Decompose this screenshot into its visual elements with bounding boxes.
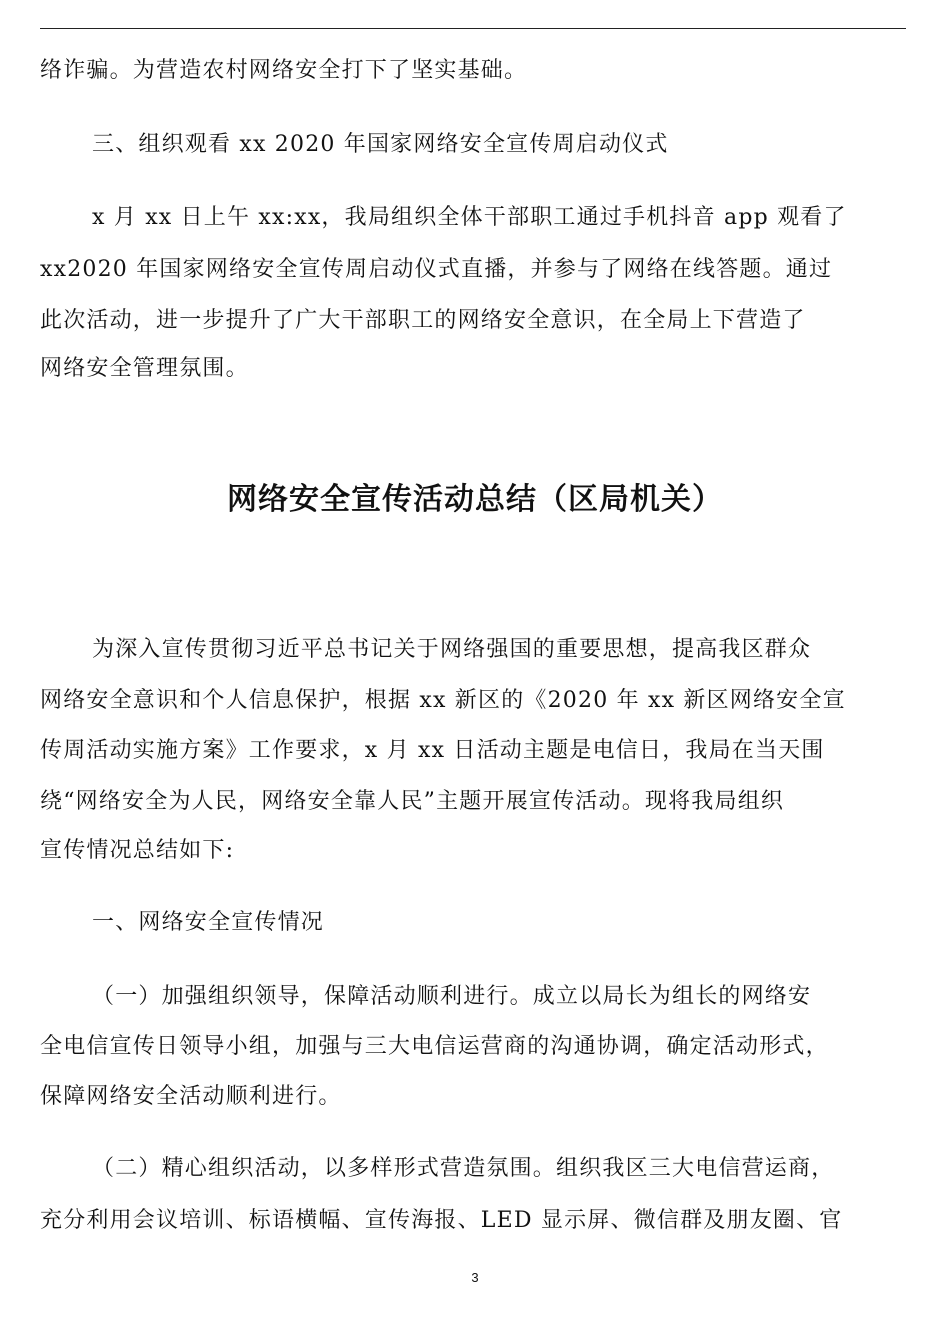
header-rule (40, 28, 906, 29)
paragraph-line: 网络安全意识和个人信息保护，根据 xx 新区的《2020 年 xx 新区网络安全宣 (40, 688, 846, 713)
section-heading-3: 三、组织观看 xx 2020 年国家网络安全宣传周启动仪式 (92, 132, 669, 157)
paragraph-line: 绕“网络安全为人民，网络安全靠人民”主题开展宣传活动。现将我局组织 (40, 789, 785, 814)
page-number: 3 (471, 1270, 479, 1285)
paragraph-line: 此次活动，进一步提升了广大干部职工的网络安全意识，在全局上下营造了 (40, 308, 806, 333)
section-heading-1: 一、网络安全宣传情况 (92, 910, 325, 935)
paragraph-line: 全电信宣传日领导小组，加强与三大电信运营商的沟通协调，确定活动形式， (40, 1034, 829, 1059)
continuation-line: 络诈骗。为营造农村网络安全打下了坚实基础。 (40, 58, 528, 83)
paragraph-line: x 月 xx 日上午 xx:xx，我局组织全体干部职工通过手机抖音 app 观看了 (92, 205, 847, 230)
paragraph-line: 充分利用会议培训、标语横幅、宣传海报、LED 显示屏、微信群及朋友圈、官 (40, 1208, 843, 1233)
paragraph-line: 保障网络安全活动顺利进行。 (40, 1084, 342, 1109)
paragraph-line: 传周活动实施方案》工作要求，x 月 xx 日活动主题是电信日，我局在当天围 (40, 738, 825, 763)
paragraph-line: 宣传情况总结如下: (40, 838, 235, 863)
document-title: 网络安全宣传活动总结（区局机关） (227, 482, 723, 517)
paragraph-line: （二）精心组织活动，以多样形式营造氛围。组织我区三大电信营运商， (92, 1156, 835, 1181)
paragraph-line: （一）加强组织领导，保障活动顺利进行。成立以局长为组长的网络安 (92, 984, 812, 1009)
paragraph-line: 网络安全管理氛围。 (40, 356, 249, 381)
paragraph-line: 为深入宣传贯彻习近平总书记关于网络强国的重要思想，提高我区群众 (92, 637, 812, 662)
paragraph-line: xx2020 年国家网络安全宣传周启动仪式直播，并参与了网络在线答题。通过 (40, 257, 833, 282)
